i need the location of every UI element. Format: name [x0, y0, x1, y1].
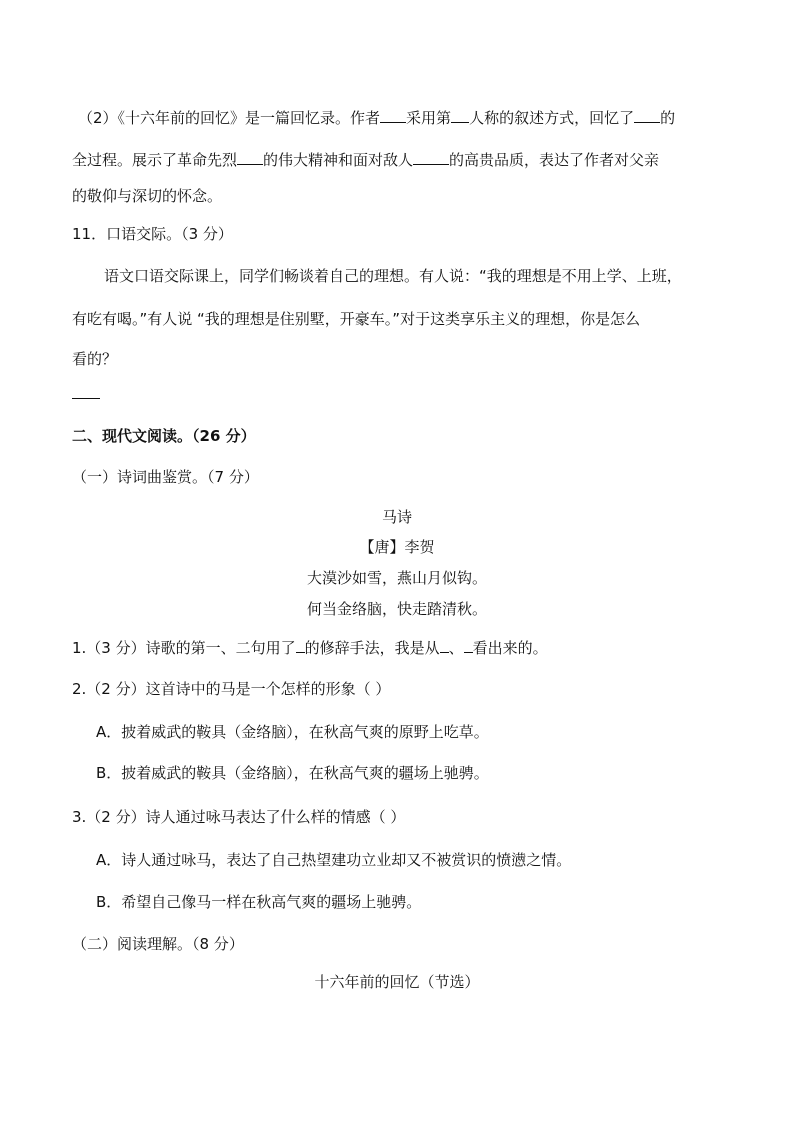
poem-title: 马诗 [381, 508, 412, 526]
answer-blank[interactable] [296, 638, 305, 653]
q11-line-1: 语文口语交际课上，同学们畅谈着自己的理想。有人说：“我的理想是不用上学、上班， [104, 267, 682, 285]
poem-line-2: 何当金络脑，快走踏清秋。 [306, 600, 487, 618]
q10-2-text-e: 全过程。展示了革命先烈 [72, 151, 238, 169]
q10-2-text-g: 的高贵品质，表达了作者对父亲 [449, 151, 660, 169]
answer-blank[interactable] [413, 150, 449, 165]
section-2-title: 二、现代文阅读。（26 分） [72, 427, 256, 445]
q1-text-c: 、 [448, 639, 464, 657]
q10-2-line-2 [72, 150, 659, 170]
answer-blank[interactable] [634, 108, 660, 123]
question-3-stem: 3.（2 分）诗人通过咏马表达了什么样的情感（ ） [72, 808, 406, 826]
q1-text-d: 看出来的。 [472, 639, 548, 657]
q10-2-line-3: 的敬仰与深切的怀念。 [72, 187, 223, 205]
q10-2-text-a: （2）《十六年前的回忆》是一篇回忆录。作者 [78, 109, 381, 127]
poem-line-1: 大漠沙如雪，燕山月似钩。 [306, 569, 487, 587]
question-2-option-b[interactable]: B．披着威武的鞍具（金络脑），在秋高气爽的疆场上驰骋。 [96, 764, 489, 782]
q10-2-line-1 [78, 108, 675, 128]
part-1-title: （一）诗词曲鉴赏。（7 分） [72, 468, 259, 486]
question-3-option-a[interactable]: A．诗人通过咏马，表达了自己热望建功立业却又不被赏识的愤懑之情。 [96, 851, 572, 869]
answer-blank[interactable] [464, 638, 473, 653]
poem-author: 【唐】李贺 [359, 538, 435, 556]
q1-text-a: 1.（3 分）诗歌的第一、二句用了 [72, 639, 296, 657]
q11-line-2: 有吃有喝。”有人说 “我的理想是住别墅，开豪车。”对于这类享乐主义的理想，你是怎么 [72, 310, 641, 328]
q11-title: 11．口语交际。（3 分） [72, 225, 233, 243]
part-2-title: （二）阅读理解。（8 分） [72, 935, 244, 953]
passage-title: 十六年前的回忆（节选） [314, 973, 480, 991]
q1-text-b: 的修辞手法，我是从 [304, 639, 440, 657]
question-2-stem: 2.（2 分）这首诗中的马是一个怎样的形象（ ） [72, 680, 391, 698]
question-1 [72, 638, 548, 658]
q10-2-text-c: 人称的叙述方式，回忆了 [469, 109, 635, 127]
answer-blank[interactable] [451, 108, 469, 123]
answer-line[interactable] [72, 398, 100, 399]
answer-blank[interactable] [237, 150, 263, 165]
answer-blank[interactable] [440, 638, 449, 653]
question-3-option-b[interactable]: B．希望自己像马一样在秋高气爽的疆场上驰骋。 [96, 893, 422, 911]
question-2-option-a[interactable]: A．披着威武的鞍具（金络脑），在秋高气爽的原野上吃草。 [96, 723, 489, 741]
q10-2-text-d: 的 [660, 109, 676, 127]
answer-blank[interactable] [380, 108, 406, 123]
q11-line-3: 看的？ [72, 350, 118, 368]
q10-2-text-f: 的伟大精神和面对敌人 [263, 151, 414, 169]
q10-2-text-b: 采用第 [406, 109, 452, 127]
